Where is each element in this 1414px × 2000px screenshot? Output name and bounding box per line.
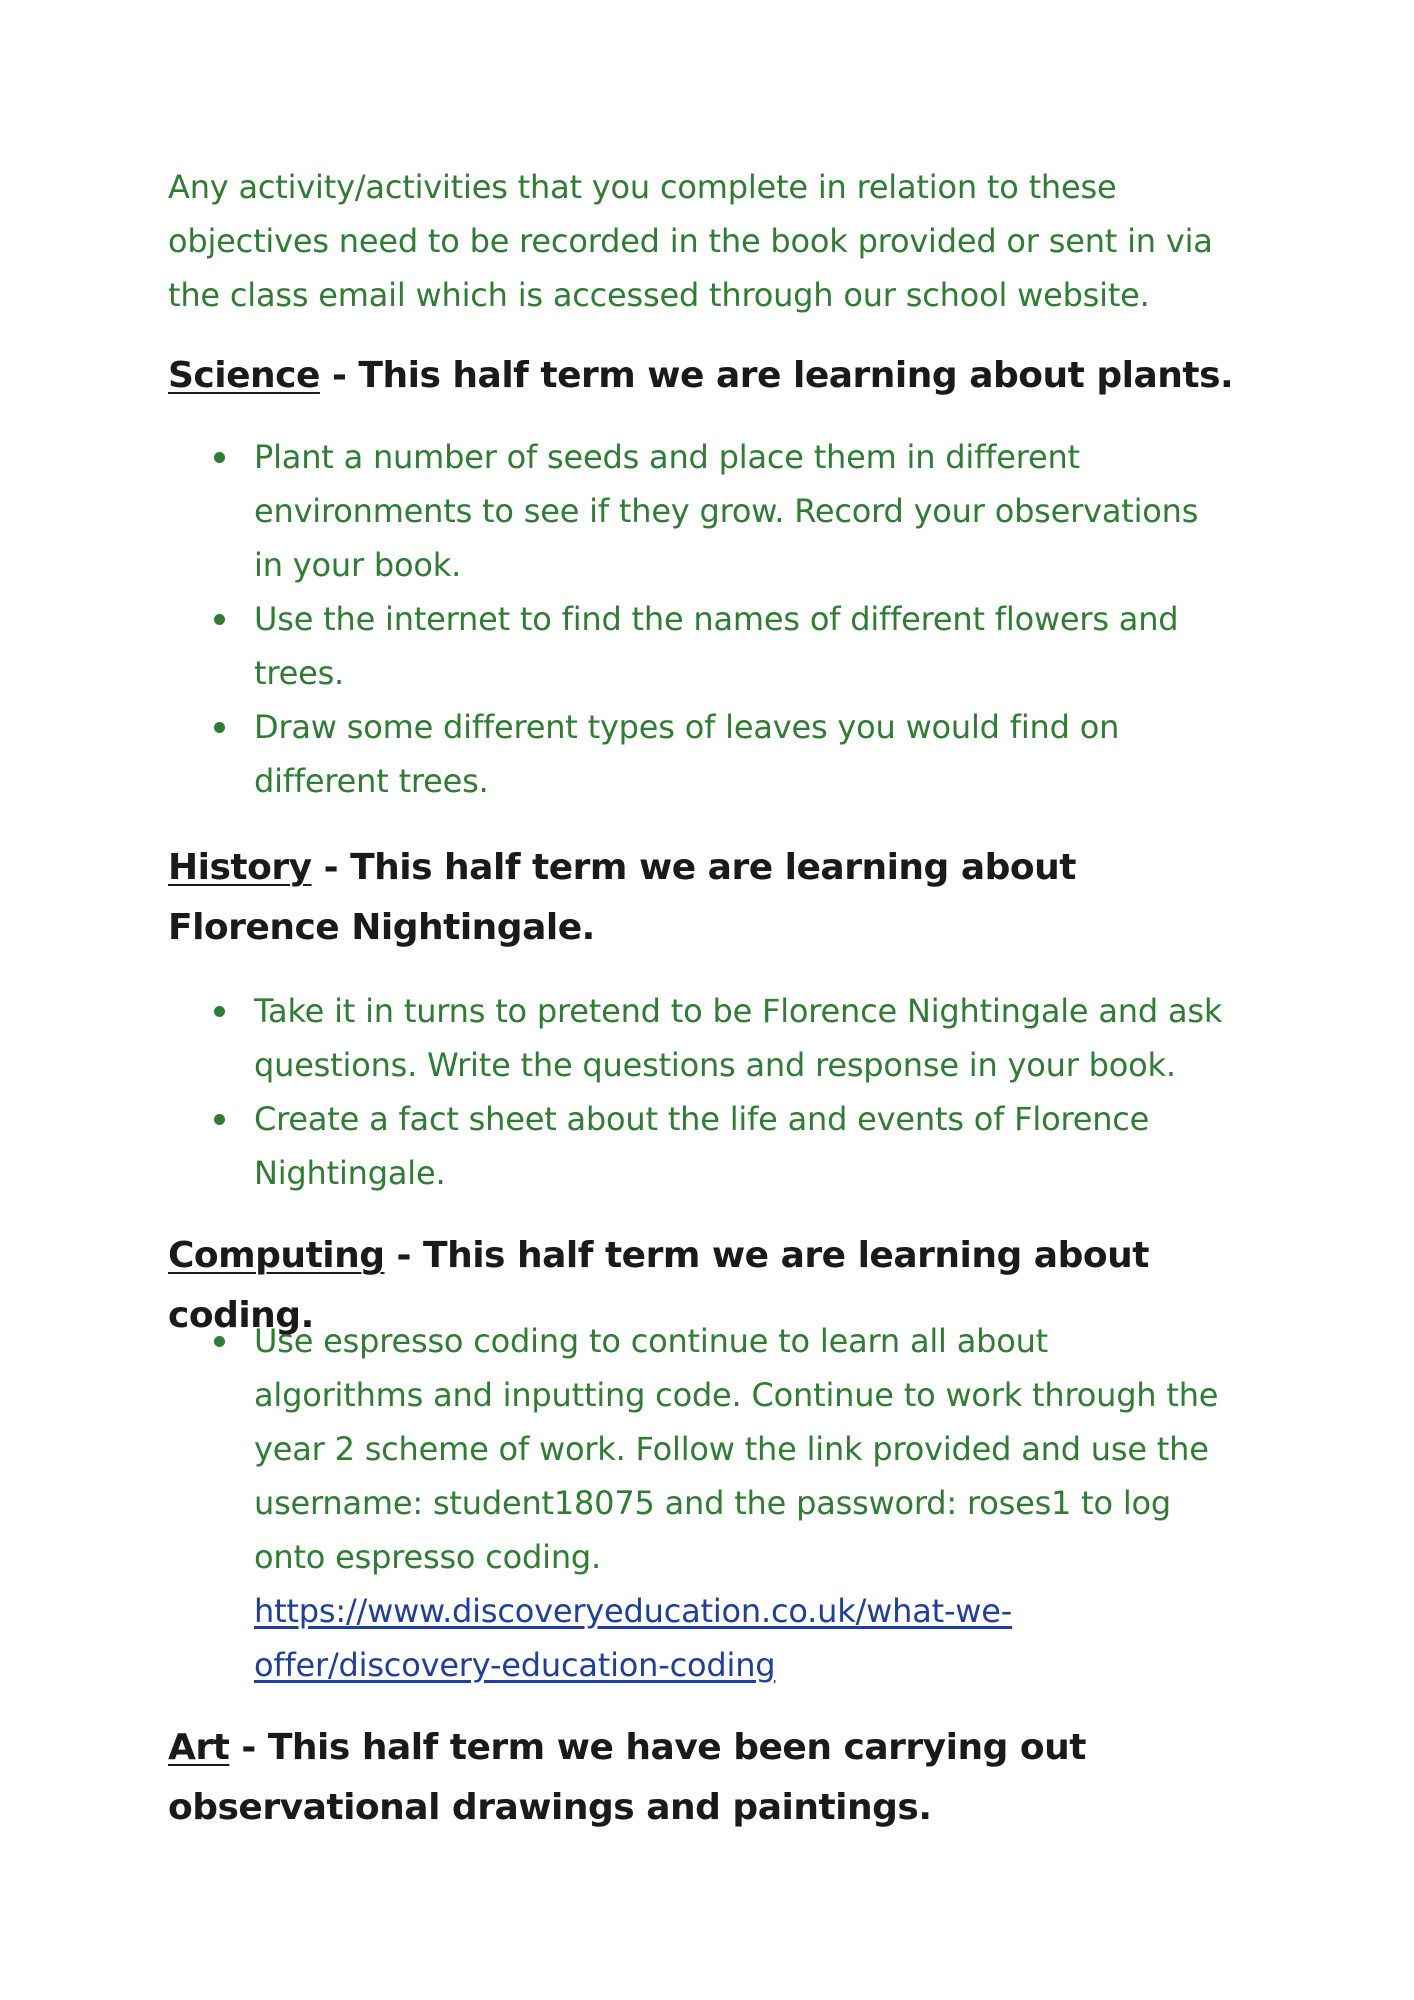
art-subject: Art [168, 1727, 230, 1768]
science-heading [168, 346, 1248, 406]
list-item-text: Use espresso coding to continue to learn all about algorithms and inputting code. Continue to work through the year 2 scheme of work. Follow the link provided and use the username: student18075 and the password: roses1 to log onto espresso coding. [254, 1322, 1219, 1576]
bullet-dot-icon [214, 722, 225, 733]
history-activity-list [214, 984, 1224, 1200]
computing-heading-text: - This half term we are learning about coding. [168, 1235, 1149, 1336]
art-heading [168, 1718, 1248, 1838]
science-heading-text: - This half term we are learning about plants. [319, 355, 1234, 396]
history-heading-text: - This half term we are learning about Florence Nightingale. [168, 847, 1076, 948]
bullet-dot-icon [214, 452, 225, 463]
history-heading [168, 838, 1248, 958]
bullet-dot-icon [214, 1336, 225, 1347]
computing-activity-list [214, 1314, 1224, 1692]
list-item [214, 1314, 1224, 1692]
computing-subject: Computing [168, 1235, 385, 1276]
bullet-dot-icon [214, 1006, 225, 1017]
list-item [214, 984, 1224, 1092]
bullet-dot-icon [214, 1114, 225, 1125]
list-item-text: Draw some different types of leaves you would find on different trees. [254, 708, 1120, 800]
list-item-text: Plant a number of seeds and place them in different environments to see if they grow. Record your observations in your book. [254, 438, 1199, 584]
list-item [214, 700, 1224, 808]
coding-link-line-1[interactable]: https://www.discoveryeducation.co.uk/what-we- [254, 1592, 1013, 1630]
science-activity-list [214, 430, 1224, 808]
coding-link[interactable] [254, 1584, 1224, 1692]
bullet-dot-icon [214, 614, 225, 625]
coding-link-line-2[interactable]: offer/discovery-education-coding [254, 1646, 776, 1684]
intro-paragraph: Any activity/activities that you complete in relation to these objectives need to be recorded in the book provided or sent in via the class email which is accessed through our school website. [168, 168, 1213, 314]
art-heading-text: - This half term we have been carrying out observational drawings and paintings. [168, 1727, 1086, 1828]
science-subject: Science [168, 355, 320, 396]
history-subject: History [168, 847, 312, 888]
list-item [214, 1092, 1224, 1200]
list-item-text: Take it in turns to pretend to be Florence Nightingale and ask questions. Write the questions and response in your book. [254, 992, 1223, 1084]
list-item [214, 592, 1224, 700]
list-item-text: Use the internet to find the names of different flowers and trees. [254, 600, 1179, 692]
list-item [214, 430, 1224, 592]
list-item-text: Create a fact sheet about the life and events of Florence Nightingale. [254, 1100, 1150, 1192]
